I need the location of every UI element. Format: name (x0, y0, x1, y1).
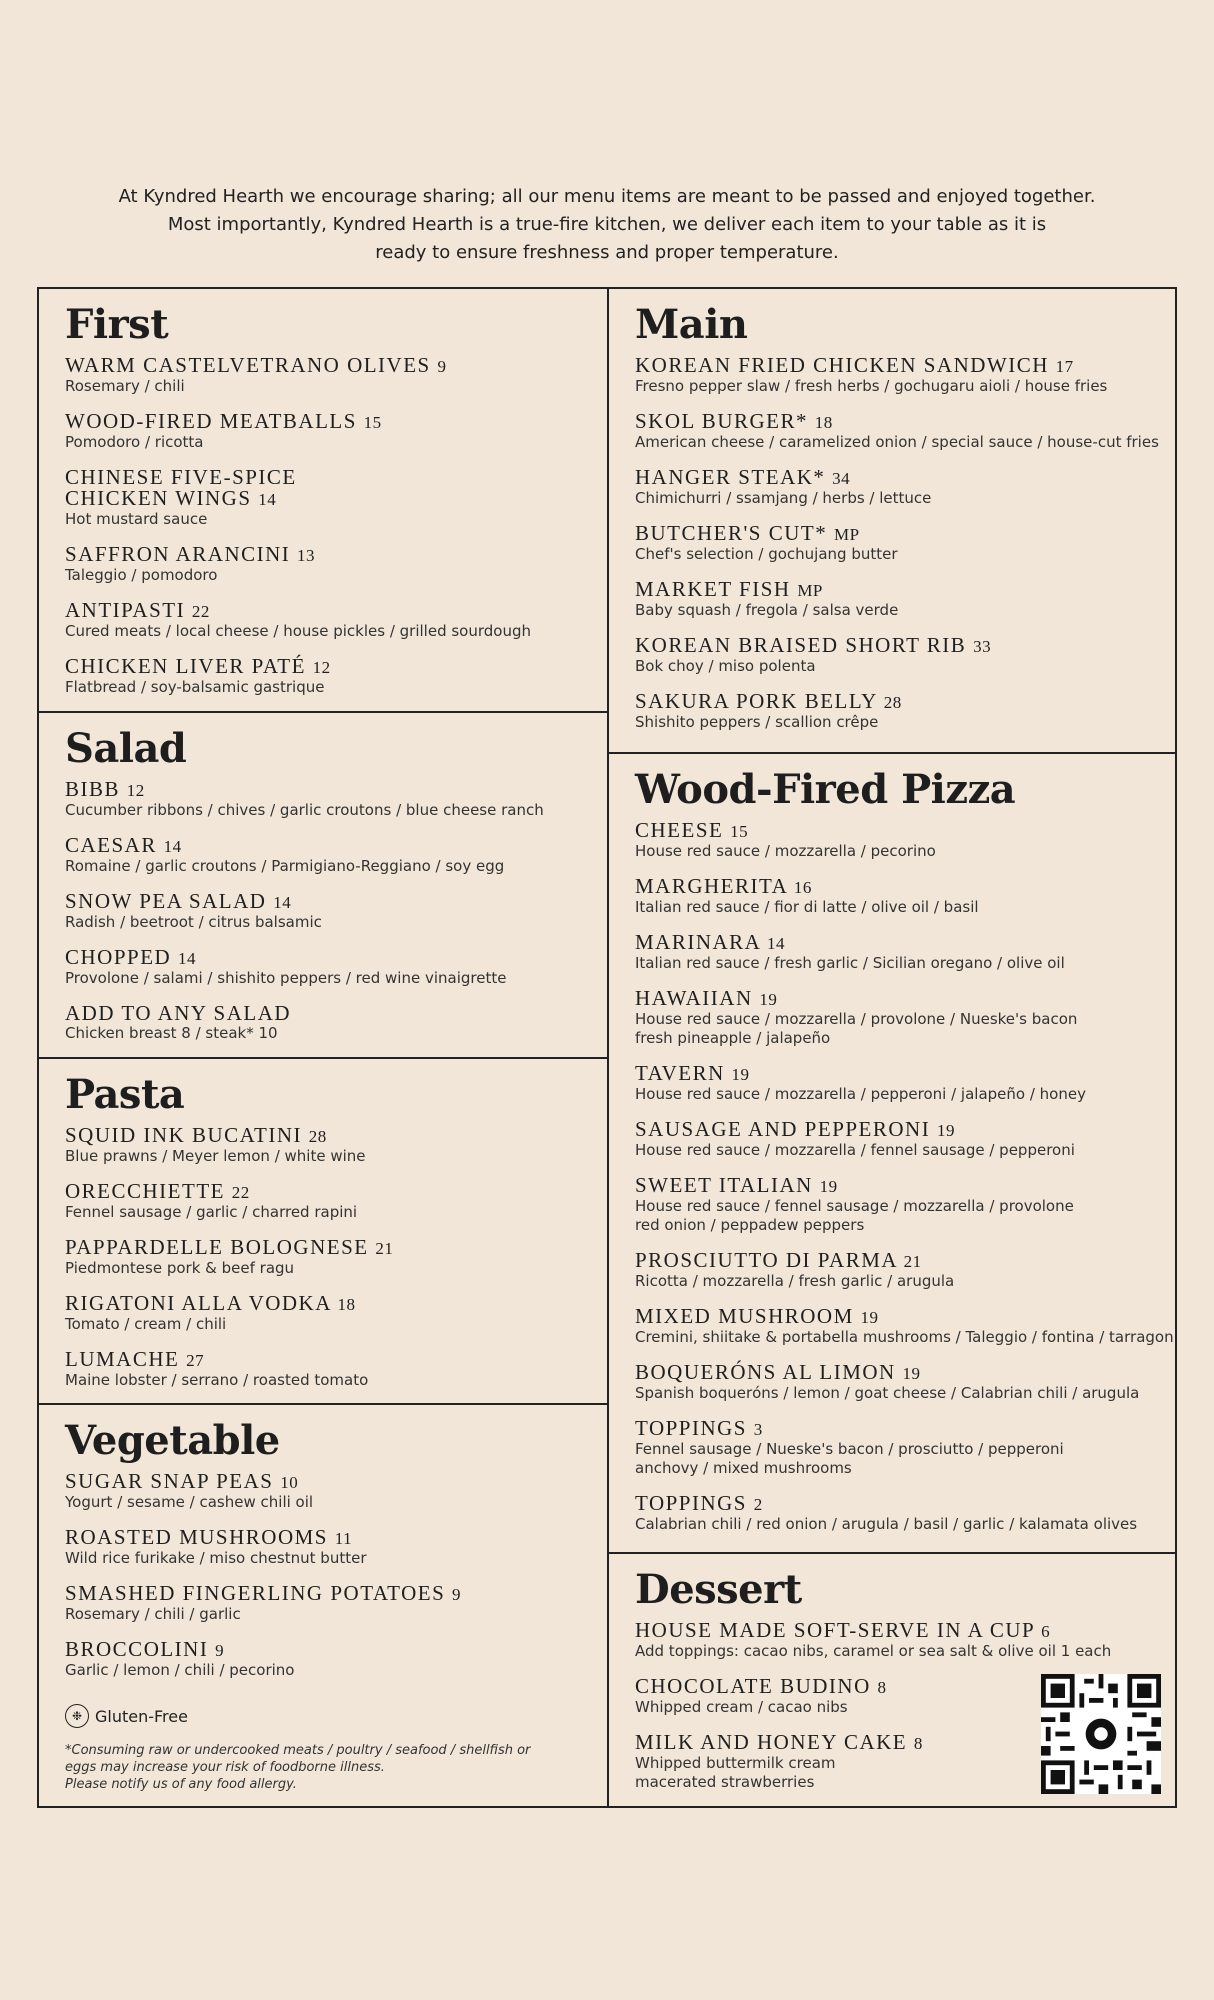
qr-code-icon[interactable] (1041, 1674, 1161, 1794)
item-description: Rosemary / chili (65, 377, 185, 395)
item-price: 19 (759, 990, 778, 1009)
item-name (635, 1175, 1151, 1197)
item-title: ANTIPASTI (65, 598, 186, 622)
item-price: 22 (191, 602, 210, 621)
item-price: 14 (258, 490, 277, 509)
item-name (65, 779, 583, 801)
item-price: 8 (913, 1734, 923, 1753)
menu-frame (37, 287, 1177, 1808)
item-price: 9 (215, 1641, 225, 1660)
item-name (635, 1620, 1151, 1642)
item-description: Tomato / cream / chili (65, 1315, 227, 1333)
item-title: MILK AND HONEY CAKE (635, 1730, 908, 1754)
item-description: Chef's selection / gochujang butter (635, 545, 898, 563)
item-description: Whipped cream / cacao nibs (635, 1698, 848, 1716)
item-description: Yogurt / sesame / cashew chili oil (65, 1493, 314, 1511)
section-salad (39, 713, 607, 1058)
menu-item (65, 1293, 583, 1334)
menu-item (635, 355, 1151, 396)
item-description: Spanish boquerόns / lemon / goat cheese / Calabrian chili / arugula (635, 1384, 1140, 1402)
item-title: HOUSE MADE SOFT-SERVE IN A CUP (635, 1618, 1035, 1642)
item-title: CHOCOLATE BUDINO (635, 1674, 871, 1698)
menu-item (635, 1493, 1151, 1534)
item-price: 34 (832, 469, 851, 488)
menu-item (65, 835, 583, 876)
intro-line-3: ready to ensure freshness and proper temperature. (375, 242, 839, 263)
disclaimer-line: *Consuming raw or undercooked meats / poultry / seafood / shellfish or (65, 1743, 531, 1758)
menu-item (65, 1471, 583, 1512)
item-price: 14 (273, 893, 292, 912)
item-description: Radish / beetroot / citrus balsamic (65, 913, 322, 931)
item-price: 19 (936, 1121, 955, 1140)
item-price: 9 (452, 1585, 462, 1604)
item-description: Cured meats / local cheese / house pickles / grilled sourdough (65, 622, 531, 640)
item-description: Whipped buttermilk cream (635, 1754, 836, 1772)
item-description: American cheese / caramelized onion / special sauce / house-cut fries (635, 433, 1159, 451)
menu-item (65, 1639, 583, 1680)
item-description: anchovy / mixed mushrooms (635, 1459, 852, 1477)
item-description: Maine lobster / serrano / roasted tomato (65, 1371, 369, 1389)
item-description: Fresno pepper slaw / fresh herbs / gochugaru aioli / house fries (635, 377, 1108, 395)
menu-item (635, 1304, 1174, 1347)
item-name (65, 1125, 583, 1147)
item-name (635, 820, 1151, 842)
menu-item (65, 1237, 583, 1278)
menu-item (635, 1175, 1151, 1235)
item-price: 33 (973, 637, 992, 656)
item-title: SAFFRON ARANCINI (65, 542, 291, 566)
item-name (65, 835, 583, 857)
item-name (635, 1418, 1151, 1440)
item-title: SNOW PEA SALAD (65, 889, 267, 913)
item-name (65, 656, 583, 678)
item-description: Shishito peppers / scallion crêpe (635, 713, 879, 731)
item-description: Wild rice furikake / miso chestnut butter (65, 1549, 367, 1567)
item-name (65, 1471, 583, 1493)
item-name (65, 1583, 583, 1605)
section-title: Dessert (635, 1566, 802, 1613)
item-title: TAVERN (635, 1061, 725, 1085)
menu-item (65, 467, 583, 529)
item-title: MARKET FISH (635, 577, 791, 601)
item-title: WOOD-FIRED MEATBALLS (65, 409, 357, 433)
item-description: House red sauce / mozzarella / provolone / Nueske's bacon (635, 1010, 1078, 1028)
item-title: SUGAR SNAP PEAS (65, 1469, 274, 1493)
item-price: MP (797, 581, 823, 600)
menu-item (65, 411, 583, 452)
item-price: 28 (308, 1127, 327, 1146)
item-price: 19 (731, 1065, 750, 1084)
item-title: ROASTED MUSHROOMS (65, 1525, 328, 1549)
item-description: Calabrian chili / red onion / arugula / basil / garlic / kalamata olives (635, 1515, 1138, 1533)
item-price: 10 (280, 1473, 299, 1492)
menu-item (635, 523, 1151, 564)
item-price: 22 (231, 1183, 250, 1202)
item-price: 11 (334, 1529, 353, 1548)
item-name (65, 1639, 583, 1661)
item-name (635, 1362, 1151, 1384)
item-price: 19 (902, 1364, 921, 1383)
item-description: Fennel sausage / Nueske's bacon / prosciutto / pepperoni (635, 1440, 1064, 1458)
menu-item (635, 409, 1159, 452)
item-price: 16 (793, 878, 812, 897)
item-name (65, 600, 583, 622)
menu-item (65, 1181, 583, 1222)
item-description: Bok choy / miso polenta (635, 657, 816, 675)
intro-line-2: Most importantly, Kyndred Hearth is a true-fire kitchen, we deliver each item to your table as it is (167, 214, 1047, 235)
item-price: 9 (437, 357, 447, 376)
gluten-free-label: Gluten-Free (95, 1706, 188, 1726)
item-name (635, 1493, 1151, 1515)
item-description: House red sauce / mozzarella / fennel sausage / pepperoni (635, 1141, 1075, 1159)
menu-item (65, 355, 583, 396)
disclaimer-line: Please notify us of any food allergy. (65, 1777, 297, 1792)
item-title: TOPPINGS (635, 1491, 747, 1515)
menu-item (635, 1362, 1151, 1403)
item-name (635, 467, 1151, 489)
menu-item (635, 820, 1151, 861)
item-name (635, 691, 1151, 713)
item-price: 15 (363, 413, 382, 432)
item-price: 14 (163, 837, 182, 856)
item-name (65, 411, 583, 433)
item-price: 3 (753, 1420, 763, 1439)
menu-item (65, 1527, 583, 1568)
intro-line-1: At Kyndred Hearth we encourage sharing; all our menu items are meant to be passed and enjoyed together. (118, 186, 1096, 207)
disclaimer-line: eggs may increase your risk of foodborne illness. (65, 1760, 385, 1775)
section-title: Pasta (65, 1071, 185, 1118)
item-title: PROSCIUTTO DI PARMA (635, 1248, 897, 1272)
item-price: 19 (819, 1177, 838, 1196)
item-name (635, 579, 1151, 601)
item-name (635, 411, 1151, 433)
menu-item (65, 656, 583, 697)
item-title: HANGER STEAK* (635, 465, 826, 489)
item-title: SAUSAGE AND PEPPERONI (635, 1117, 931, 1141)
item-title: MIXED MUSHROOM (635, 1304, 854, 1328)
item-title: BIBB (65, 777, 121, 801)
item-description: Italian red sauce / fresh garlic / Sicilian oregano / olive oil (635, 954, 1065, 972)
item-price: 12 (312, 658, 331, 677)
item-title: TOPPINGS (635, 1416, 747, 1440)
menu-item (635, 1418, 1151, 1478)
item-title: KOREAN BRAISED SHORT RIB (635, 633, 967, 657)
item-price: 14 (766, 934, 785, 953)
item-description: Fennel sausage / garlic / charred rapini (65, 1203, 358, 1221)
section-vegetable (39, 1405, 607, 1793)
item-name (65, 1527, 583, 1549)
gluten-free-legend (65, 1704, 583, 1728)
item-title: PAPPARDELLE BOLOGNESE (65, 1235, 369, 1259)
item-price: 14 (177, 949, 196, 968)
menu-item (65, 600, 583, 641)
item-description: Ricotta / mozzarella / fresh garlic / arugula (635, 1272, 955, 1290)
item-name (65, 1181, 583, 1203)
menu-item (65, 544, 583, 585)
menu-item (635, 635, 1151, 676)
section-title: First (65, 301, 169, 348)
item-price: 18 (337, 1295, 356, 1314)
menu-item (635, 1063, 1151, 1104)
item-description: House red sauce / mozzarella / pepperoni / jalapeño / honey (635, 1085, 1086, 1103)
section-pasta (39, 1059, 607, 1405)
menu-item (65, 891, 583, 932)
item-name (65, 355, 583, 377)
item-title: SMASHED FINGERLING POTATOES (65, 1581, 446, 1605)
item-name (635, 932, 1151, 954)
item-price: 19 (860, 1308, 879, 1327)
menu-item (65, 947, 583, 988)
item-description: House red sauce / mozzarella / pecorino (635, 842, 936, 860)
section-pizza (609, 754, 1175, 1549)
item-title: CHEESE (635, 818, 724, 842)
item-price: 6 (1041, 1622, 1051, 1641)
menu-item (635, 1620, 1151, 1661)
item-description: Blue prawns / Meyer lemon / white wine (65, 1147, 366, 1165)
allergy-disclaimer (65, 1742, 583, 1793)
item-title: LUMACHE (65, 1347, 180, 1371)
item-title: MARINARA (635, 930, 761, 954)
item-title: CHOPPED (65, 945, 172, 969)
section-title: Salad (65, 725, 187, 772)
menu-item (635, 988, 1151, 1048)
item-price: 2 (753, 1495, 763, 1514)
item-title: SKOL BURGER* (635, 409, 808, 433)
item-title: BUTCHER'S CUT* (635, 521, 828, 545)
item-title: CHINESE FIVE-SPICE CHICKEN WINGS (65, 465, 297, 510)
item-description: Chimichurri / ssamjang / herbs / lettuce (635, 489, 932, 507)
item-description: fresh pineapple / jalapeño (635, 1029, 831, 1047)
item-description: Garlic / lemon / chili / pecorino (65, 1661, 295, 1679)
item-name (65, 467, 365, 510)
item-description: Italian red sauce / fior di latte / olive oil / basil (635, 898, 979, 916)
menu-item (65, 1125, 583, 1166)
item-price: 13 (297, 546, 316, 565)
menu-item (635, 467, 1151, 508)
item-description: Add toppings: cacao nibs, caramel or sea salt & olive oil 1 each (635, 1642, 1112, 1660)
item-name (635, 1063, 1151, 1085)
item-price: 12 (126, 781, 145, 800)
item-title: MARGHERITA (635, 874, 788, 898)
item-title: BOQUERÓNS AL LIMON (635, 1360, 896, 1384)
item-description: House red sauce / fennel sausage / mozzarella / provolone (635, 1197, 1074, 1215)
item-price: 28 (883, 693, 902, 712)
section-title: Vegetable (65, 1417, 280, 1464)
item-title: ADD TO ANY SALAD (65, 1001, 292, 1025)
wheat-icon: ❉ (65, 1704, 89, 1728)
menu-item (65, 1583, 583, 1624)
item-title: HAWAIIAN (635, 986, 753, 1010)
item-name (635, 1119, 1151, 1141)
item-title: RIGATONI ALLA VODKA (65, 1291, 331, 1315)
menu-item (65, 1349, 583, 1390)
item-description: Cremini, shiitake & portabella mushrooms / Taleggio / fontina / tarragon (635, 1328, 1174, 1346)
item-price: MP (833, 525, 860, 544)
item-name (635, 523, 1151, 545)
item-name (65, 1003, 583, 1024)
item-price: 8 (877, 1678, 887, 1697)
item-title: WARM CASTELVETRANO OLIVES (65, 353, 431, 377)
item-name (65, 544, 583, 566)
section-first (39, 289, 607, 712)
item-title: SAKURA PORK BELLY (635, 689, 877, 713)
menu-item (635, 1119, 1151, 1160)
item-description: Baby squash / fregola / salsa verde (635, 601, 899, 619)
section-title: Main (635, 301, 748, 348)
item-name (635, 876, 1151, 898)
item-title: KOREAN FRIED CHICKEN SANDWICH (635, 353, 1049, 377)
item-price: 18 (814, 413, 833, 432)
item-description: Flatbread / soy-balsamic gastrique (65, 678, 325, 696)
item-name (635, 1306, 1151, 1328)
menu-item (65, 779, 583, 820)
item-name (65, 1237, 583, 1259)
item-name (635, 635, 1151, 657)
menu-item (635, 876, 1151, 917)
item-price: 17 (1055, 357, 1074, 376)
menu-item (635, 1250, 1151, 1291)
section-main (609, 289, 1175, 747)
item-title: CHICKEN LIVER PATÉ (65, 654, 306, 678)
item-description: Pomodoro / ricotta (65, 433, 204, 451)
item-price: 21 (903, 1252, 922, 1271)
item-name (65, 947, 583, 969)
item-name (635, 355, 1151, 377)
item-description: Romaine / garlic croutons / Parmigiano-Reggiano / soy egg (65, 857, 505, 875)
menu-item (65, 1003, 583, 1043)
item-name (635, 988, 1151, 1010)
item-description: red onion / peppadew peppers (635, 1216, 865, 1234)
item-title: CAESAR (65, 833, 157, 857)
item-title: SWEET ITALIAN (635, 1173, 813, 1197)
item-title: SQUID INK BUCATINI (65, 1123, 302, 1147)
item-name (65, 891, 583, 913)
item-name (635, 1250, 1151, 1272)
item-description: Cucumber ribbons / chives / garlic croutons / blue cheese ranch (65, 801, 544, 819)
item-description: Hot mustard sauce (65, 510, 208, 528)
item-price: 27 (186, 1351, 205, 1370)
item-name (65, 1349, 583, 1371)
section-title: Wood-Fired Pizza (635, 766, 1016, 813)
item-description: Rosemary / chili / garlic (65, 1605, 241, 1623)
intro-text (0, 183, 1214, 267)
item-price: 15 (730, 822, 749, 841)
menu-item (635, 691, 1151, 732)
item-name (65, 1293, 583, 1315)
item-description: Taleggio / pomodoro (65, 566, 218, 584)
item-title: ORECCHIETTE (65, 1179, 225, 1203)
item-description: macerated strawberries (635, 1773, 815, 1791)
menu-item (635, 932, 1151, 973)
item-description: Piedmontese pork & beef ragu (65, 1259, 295, 1277)
item-price: 21 (375, 1239, 394, 1258)
item-description: Provolone / salami / shishito peppers / red wine vinaigrette (65, 969, 507, 987)
item-title: BROCCOLINI (65, 1637, 209, 1661)
item-description: Chicken breast 8 / steak* 10 (65, 1024, 278, 1042)
menu-item (635, 579, 1151, 620)
